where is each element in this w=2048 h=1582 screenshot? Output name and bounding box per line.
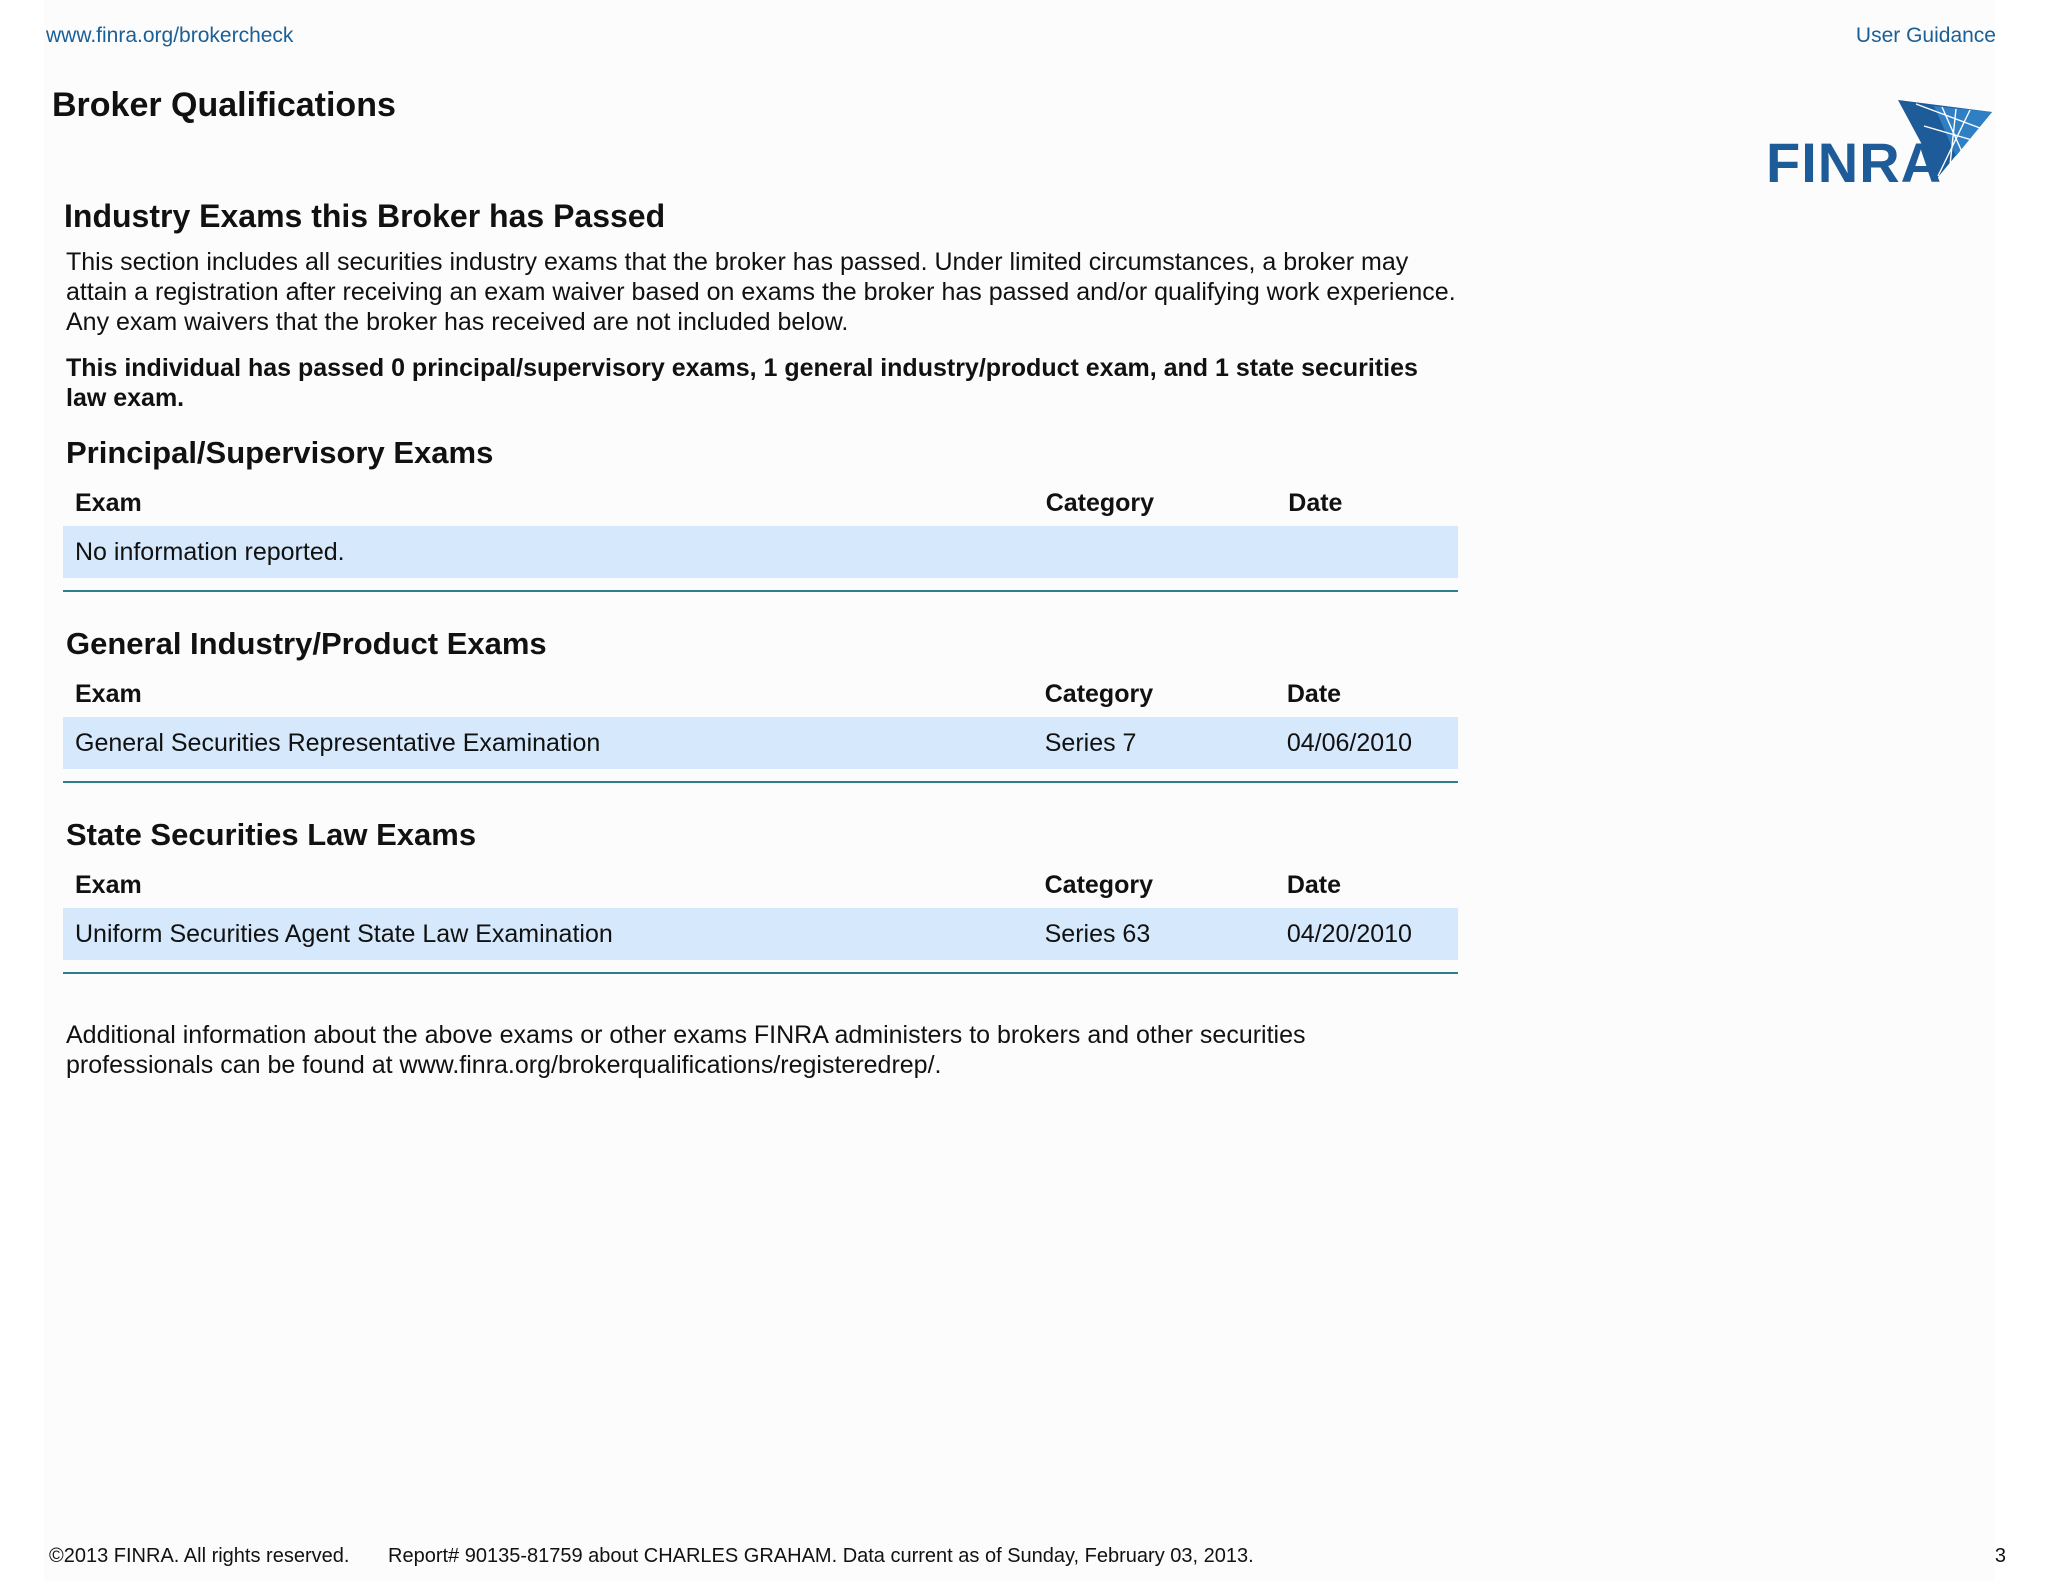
state-exams-table bbox=[63, 865, 1458, 960]
exam-date-cell: 04/20/2010 bbox=[1275, 908, 1458, 960]
exam-summary: This individual has passed 0 principal/supervisory exams, 1 general industry/product exam, and 1 state securities law exam. bbox=[66, 354, 1418, 412]
additional-info-text: Additional information about the above exams or other exams FINRA administers to brokers and other securities professionals can be found at www.finra.org/brokerqualifications/registeredrep/. bbox=[66, 1021, 1306, 1079]
date-column-header: Date bbox=[1288, 489, 1343, 517]
general-exams-title: General Industry/Product Exams bbox=[66, 626, 547, 661]
date-column-header: Date bbox=[1286, 871, 1342, 899]
state-exams-section bbox=[63, 817, 1458, 974]
finra-logo bbox=[1766, 100, 1992, 186]
section-divider bbox=[63, 972, 1458, 974]
finra-logo-text: FINRA bbox=[1766, 131, 1943, 186]
exam-name-cell: Uniform Securities Agent State Law Examination bbox=[63, 908, 1033, 960]
exam-category-cell: Series 7 bbox=[1033, 717, 1275, 769]
principal-exams-table bbox=[63, 483, 1458, 578]
exam-name-cell: General Securities Representative Examination bbox=[63, 717, 1033, 769]
section-intro: This section includes all securities industry exams that the broker has passed. Under limited circumstances, a broker may attain a registration after receiving an exam waiver based on exams the broker has passed and/or qualifying work experience. Any exam waivers that the broker has received are not included below. bbox=[66, 248, 1456, 336]
table-header-row bbox=[63, 674, 1458, 717]
copyright-notice: ©2013 FINRA. All rights reserved. bbox=[49, 1545, 350, 1567]
exam-date-cell: 04/06/2010 bbox=[1275, 717, 1458, 769]
state-exams-title: State Securities Law Exams bbox=[66, 817, 477, 852]
table-header-row bbox=[63, 483, 1458, 526]
report-info: Report# 90135-81759 about CHARLES GRAHAM. Data current as of Sunday, February 03, 2013. bbox=[388, 1545, 1254, 1567]
principal-exams-section bbox=[63, 435, 1458, 592]
general-exams-table bbox=[63, 674, 1458, 769]
category-column-header: Category bbox=[1045, 489, 1155, 517]
section-heading: Industry Exams this Broker has Passed bbox=[64, 198, 666, 234]
main-content bbox=[63, 198, 1458, 1080]
category-column-header: Category bbox=[1044, 680, 1154, 708]
table-header-row bbox=[63, 865, 1458, 908]
brokercheck-link[interactable]: www.finra.org/brokercheck bbox=[46, 24, 294, 47]
table-row bbox=[63, 717, 1458, 769]
exam-column-header: Exam bbox=[75, 680, 142, 708]
exam-category-cell: Series 63 bbox=[1033, 908, 1275, 960]
general-exams-section bbox=[63, 626, 1458, 783]
page-title: Broker Qualifications bbox=[52, 86, 396, 124]
user-guidance-link[interactable]: User Guidance bbox=[1855, 24, 1996, 47]
exam-column-header: Exam bbox=[75, 871, 142, 899]
no-information-cell: No information reported. bbox=[63, 526, 1458, 578]
table-row bbox=[63, 526, 1458, 578]
date-column-header: Date bbox=[1286, 680, 1342, 708]
principal-exams-title: Principal/Supervisory Exams bbox=[66, 435, 494, 470]
exam-column-header: Exam bbox=[75, 489, 142, 517]
category-column-header: Category bbox=[1044, 871, 1153, 899]
table-row bbox=[63, 908, 1458, 960]
page-number: 3 bbox=[1994, 1545, 2006, 1567]
